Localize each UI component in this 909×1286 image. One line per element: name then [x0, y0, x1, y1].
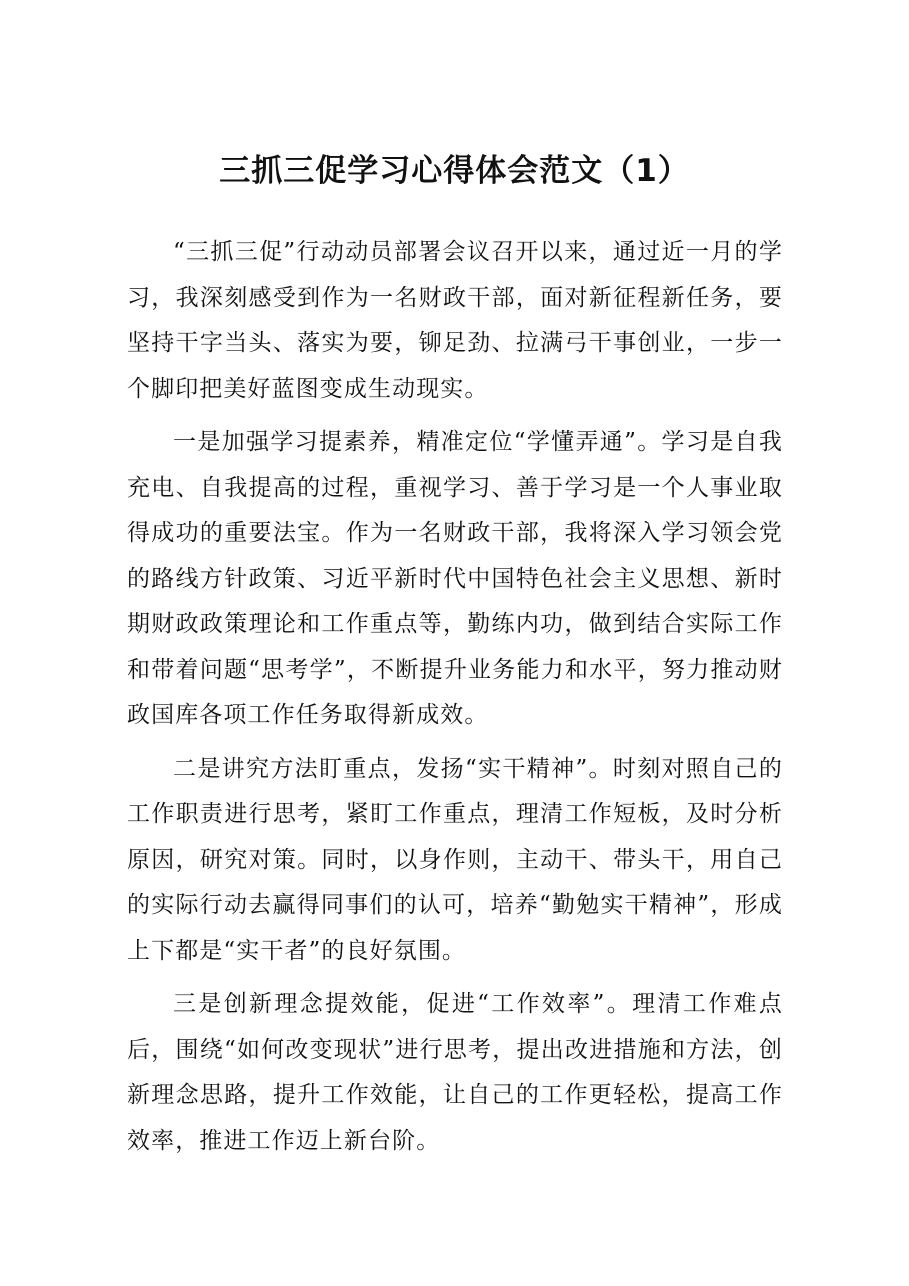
paragraph-intro: “三抓三促”行动动员部署会议召开以来，通过近一月的学习，我深刻感受到作为一名财政干部，面对新征程新任务，要坚持干字当头、落实为要，铆足劲、拉满弓干事创业，一步一个脚印把美好蓝图变成生动现实。 — [127, 239, 783, 402]
paragraph-point-three: 三是创新理念提效能，促进“工作效率”。理清工作难点后，围绕“如何改变现状”进行思考，提出改进措施和方法，创新理念思路，提升工作效能，让自己的工作更轻松，提高工作效率，推进工作迈上新台阶。 — [127, 991, 783, 1154]
paragraph-point-one: 一是加强学习提素养，精准定位“学懂弄通”。学习是自我充电、自我提高的过程，重视学习、善于学习是一个人事业取得成功的重要法宝。作为一名财政干部，我将深入学习领会党的路线方针政策、习近平新时代中国特色社会主义思想、新时期财政政策理论和工作重点等，勤练内功，做到结合实际工作和带着问题“思考学”，不断提升业务能力和水平，努力推动财政国库各项工作任务取得新成效。 — [127, 429, 783, 728]
document-body — [127, 230, 783, 1172]
paragraph-point-two: 二是讲究方法盯重点，发扬“实干精神”。时刻对照自己的工作职责进行思考，紧盯工作重点，理清工作短板，及时分析原因，研究对策。同时，以身作则，主动干、带头干，用自己的实际行动去赢得同事们的认可，培养“勤勉实干精神”，形成上下都是“实干者”的良好氛围。 — [127, 755, 783, 964]
document-title: 三抓三促学习心得体会范文（1） — [219, 153, 690, 189]
